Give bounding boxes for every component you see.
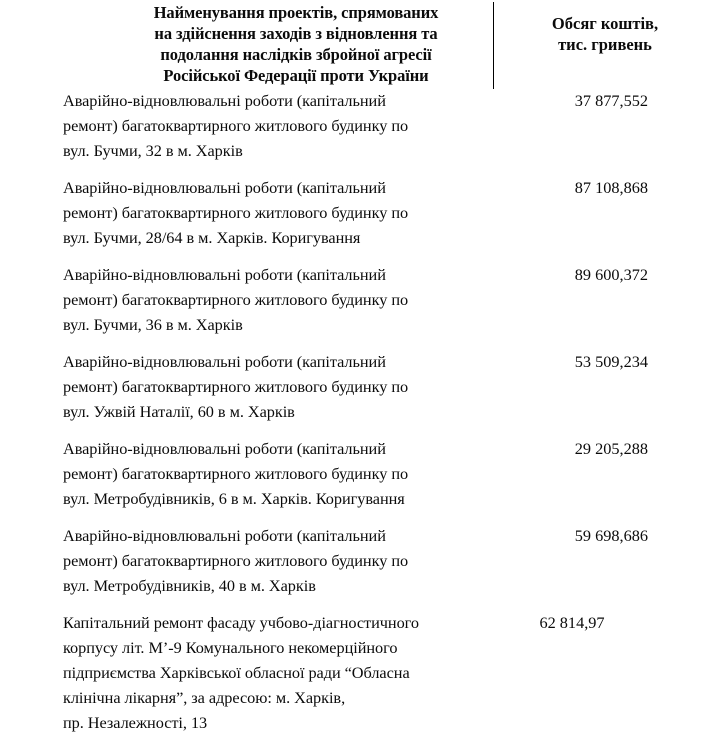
row-description-line: Капітальний ремонт фасаду учбово-діагностичного <box>63 613 419 632</box>
row-description <box>63 262 493 337</box>
row-description-line: ремонт) багатоквартирного житлового будинку по <box>63 203 409 222</box>
row-amount: 37 877,552 <box>574 91 648 110</box>
column-header-description-line: Найменування проектів, спрямованих <box>153 3 439 22</box>
table-row <box>0 436 717 523</box>
row-description-line: вул. Бучми, 36 в м. Харків <box>63 315 243 334</box>
column-header-description-line: Російської Федерації проти України <box>163 66 429 85</box>
table-header <box>0 0 717 88</box>
row-description <box>63 88 493 163</box>
row-amount: 89 600,372 <box>574 265 648 284</box>
row-description-line: клінічна лікарня”, за адресою: м. Харків, <box>63 688 346 707</box>
row-amount: 87 108,868 <box>574 178 648 197</box>
row-description-line: корпусу літ. М’-9 Комунального некомерційного <box>63 638 398 657</box>
table-row <box>0 175 717 262</box>
column-header-amount-line: Обсяг коштів, <box>551 14 659 33</box>
row-description-line: Аварійно-відновлювальні роботи (капітальний <box>63 91 386 110</box>
row-description-line: Аварійно-відновлювальні роботи (капітальний <box>63 178 386 197</box>
column-header-amount-line: тис. гривень <box>558 35 652 54</box>
column-header-amount <box>500 13 710 55</box>
row-amount: 53 509,234 <box>574 352 648 371</box>
row-description-line: вул. Ужвій Наталії, 60 в м. Харків <box>63 402 295 421</box>
column-header-description <box>96 2 496 86</box>
row-description-line: пр. Незалежності, 13 <box>63 713 208 732</box>
row-description-line: підприємства Харківської обласної ради “Обласна <box>63 663 410 682</box>
row-description-line: ремонт) багатоквартирного житлового будинку по <box>63 551 409 570</box>
row-description-line: Аварійно-відновлювальні роботи (капітальний <box>63 439 386 458</box>
table-row <box>0 262 717 349</box>
table-row <box>0 610 717 747</box>
column-header-description-line: на здійснення заходів з відновлення та <box>154 24 438 43</box>
row-description-line: ремонт) багатоквартирного житлового будинку по <box>63 377 409 396</box>
row-description <box>63 436 493 511</box>
row-description <box>63 610 493 735</box>
table-row <box>0 88 717 175</box>
column-header-description-line: подолання наслідків збройної агресії <box>160 45 432 64</box>
row-description-line: вул. Бучми, 32 в м. Харків <box>63 141 243 160</box>
row-amount: 62 814,97 <box>539 613 605 632</box>
row-description-line: ремонт) багатоквартирного житлового будинку по <box>63 464 409 483</box>
table-body <box>0 88 717 747</box>
row-description-line: Аварійно-відновлювальні роботи (капітальний <box>63 526 386 545</box>
table-row <box>0 523 717 610</box>
row-description-line: Аварійно-відновлювальні роботи (капітальний <box>63 352 386 371</box>
row-description-line: вул. Метробудівників, 40 в м. Харків <box>63 576 316 595</box>
row-description-line: ремонт) багатоквартирного житлового будинку по <box>63 290 409 309</box>
column-divider-line <box>493 2 494 89</box>
row-description-line: ремонт) багатоквартирного житлового будинку по <box>63 116 409 135</box>
row-description <box>63 523 493 598</box>
row-amount: 59 698,686 <box>574 526 648 545</box>
row-amount: 29 205,288 <box>574 439 648 458</box>
row-description-line: Аварійно-відновлювальні роботи (капітальний <box>63 265 386 284</box>
row-description <box>63 349 493 424</box>
row-description-line: вул. Метробудівників, 6 в м. Харків. Коригування <box>63 489 405 508</box>
row-description-line: вул. Бучми, 28/64 в м. Харків. Коригування <box>63 228 361 247</box>
table-row <box>0 349 717 436</box>
row-description <box>63 175 493 250</box>
